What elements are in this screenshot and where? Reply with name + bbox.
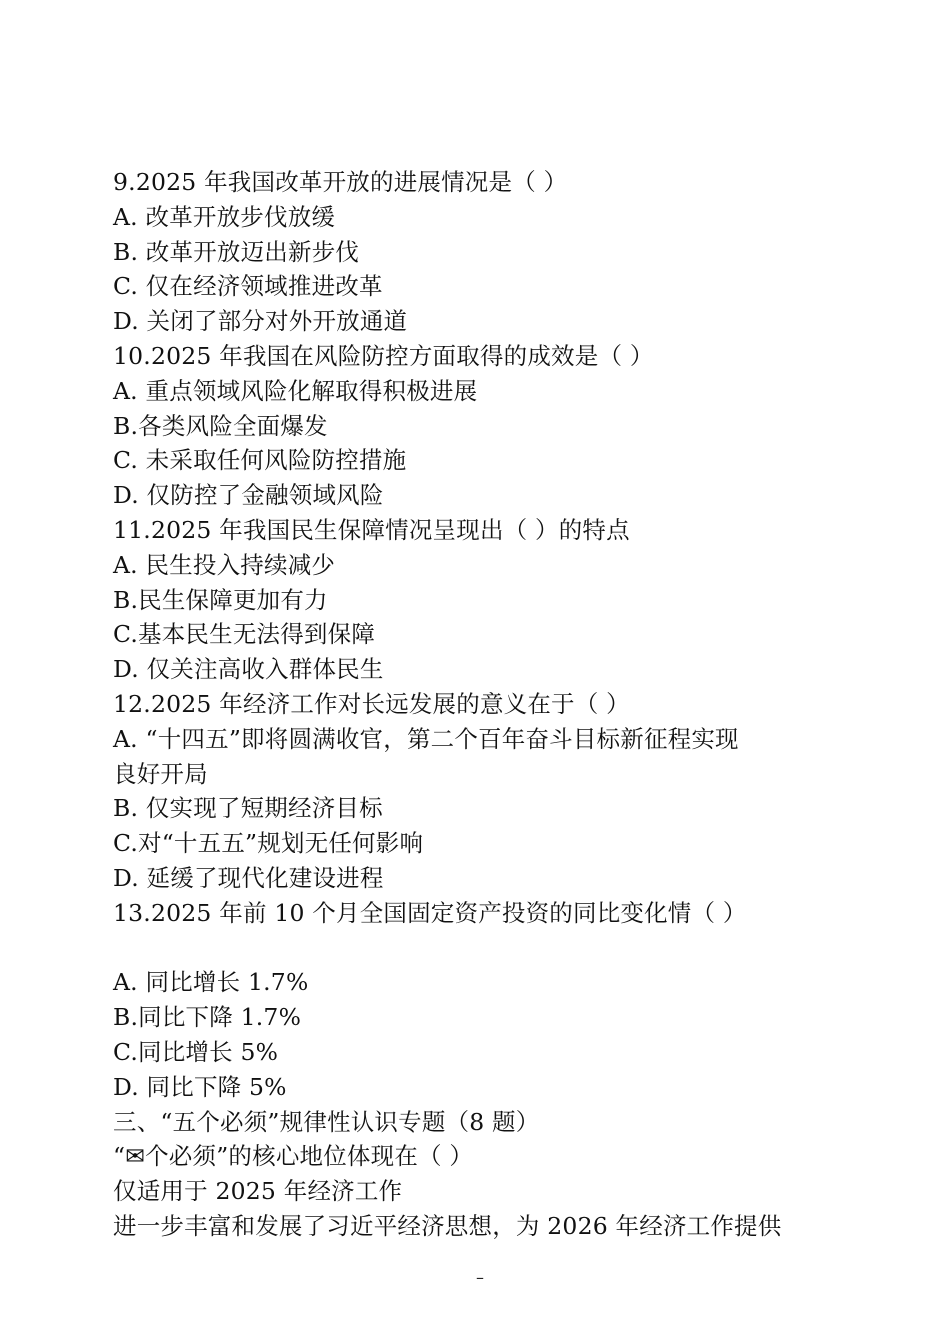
document-body: [113, 165, 843, 1244]
question-13-option-d: D. 同比下降 5%: [113, 1072, 287, 1101]
question-12-option-d: D. 延缓了现代化建设进程: [113, 863, 384, 892]
question-13-option-b: B.同比下降 1.7%: [113, 1003, 302, 1032]
question-12-option-c: C.对“十五五”规划无任何影响: [113, 829, 424, 858]
question-12: 12.2025 年经济工作对长远发展的意义在于（ ）: [113, 689, 630, 718]
question-10: 10.2025 年我国在风险防控方面取得的成效是（ ）: [113, 341, 654, 370]
question-12-option-a: A. “十四五”即将圆满收官，第二个百年奋斗目标新征程实现: [113, 724, 739, 753]
question-11-option-a: A. 民生投入持续减少: [113, 550, 336, 579]
question-13-option-c: C.同比增长 5%: [113, 1037, 279, 1066]
blank-line: [113, 931, 843, 966]
question-11-option-c: C.基本民生无法得到保障: [113, 620, 376, 649]
question-12-option-a-continued: 良好开局: [113, 759, 208, 788]
question-9-option-b: B. 改革开放迈出新步伐: [113, 237, 360, 266]
question-13: 13.2025 年前 10 个月全国固定资产投资的同比变化情（ ）: [113, 898, 747, 927]
question-9-option-a: A. 改革开放步伐放缓: [113, 202, 336, 231]
question-11: 11.2025 年我国民生保障情况呈现出（ ）的特点: [113, 515, 630, 544]
question-9-option-d: D. 关闭了部分对外开放通道: [113, 307, 408, 336]
section-heading: 三、“五个必须”规律性认识专题（8 题）: [113, 1107, 540, 1136]
page-number-mark: –: [476, 1268, 484, 1287]
question-10-option-a: A. 重点领域风险化解取得积极进展: [113, 376, 478, 405]
question-11-option-d: D. 仅关注高收入群体民生: [113, 655, 384, 684]
question-11-option-b: B.民生保障更加有力: [113, 585, 328, 614]
section-question-1-option-a: 仅适用于 2025 年经济工作: [113, 1177, 403, 1206]
section-question-1: “✉个必须”的核心地位体现在（ ）: [113, 1142, 474, 1171]
section-question-1-option-b: 进一步丰富和发展了习近平经济思想，为 2026 年经济工作提供: [113, 1211, 782, 1240]
question-10-option-d: D. 仅防控了金融领域风险: [113, 481, 384, 510]
question-10-option-c: C. 未采取任何风险防控措施: [113, 446, 407, 475]
question-12-option-b: B. 仅实现了短期经济目标: [113, 794, 383, 823]
question-9-option-c: C. 仅在经济领域推进改革: [113, 272, 383, 301]
question-10-option-b: B.各类风险全面爆发: [113, 411, 328, 440]
question-9: 9.2025 年我国改革开放的进展情况是（ ）: [113, 168, 568, 196]
question-13-option-a: A. 同比增长 1.7%: [113, 968, 309, 997]
